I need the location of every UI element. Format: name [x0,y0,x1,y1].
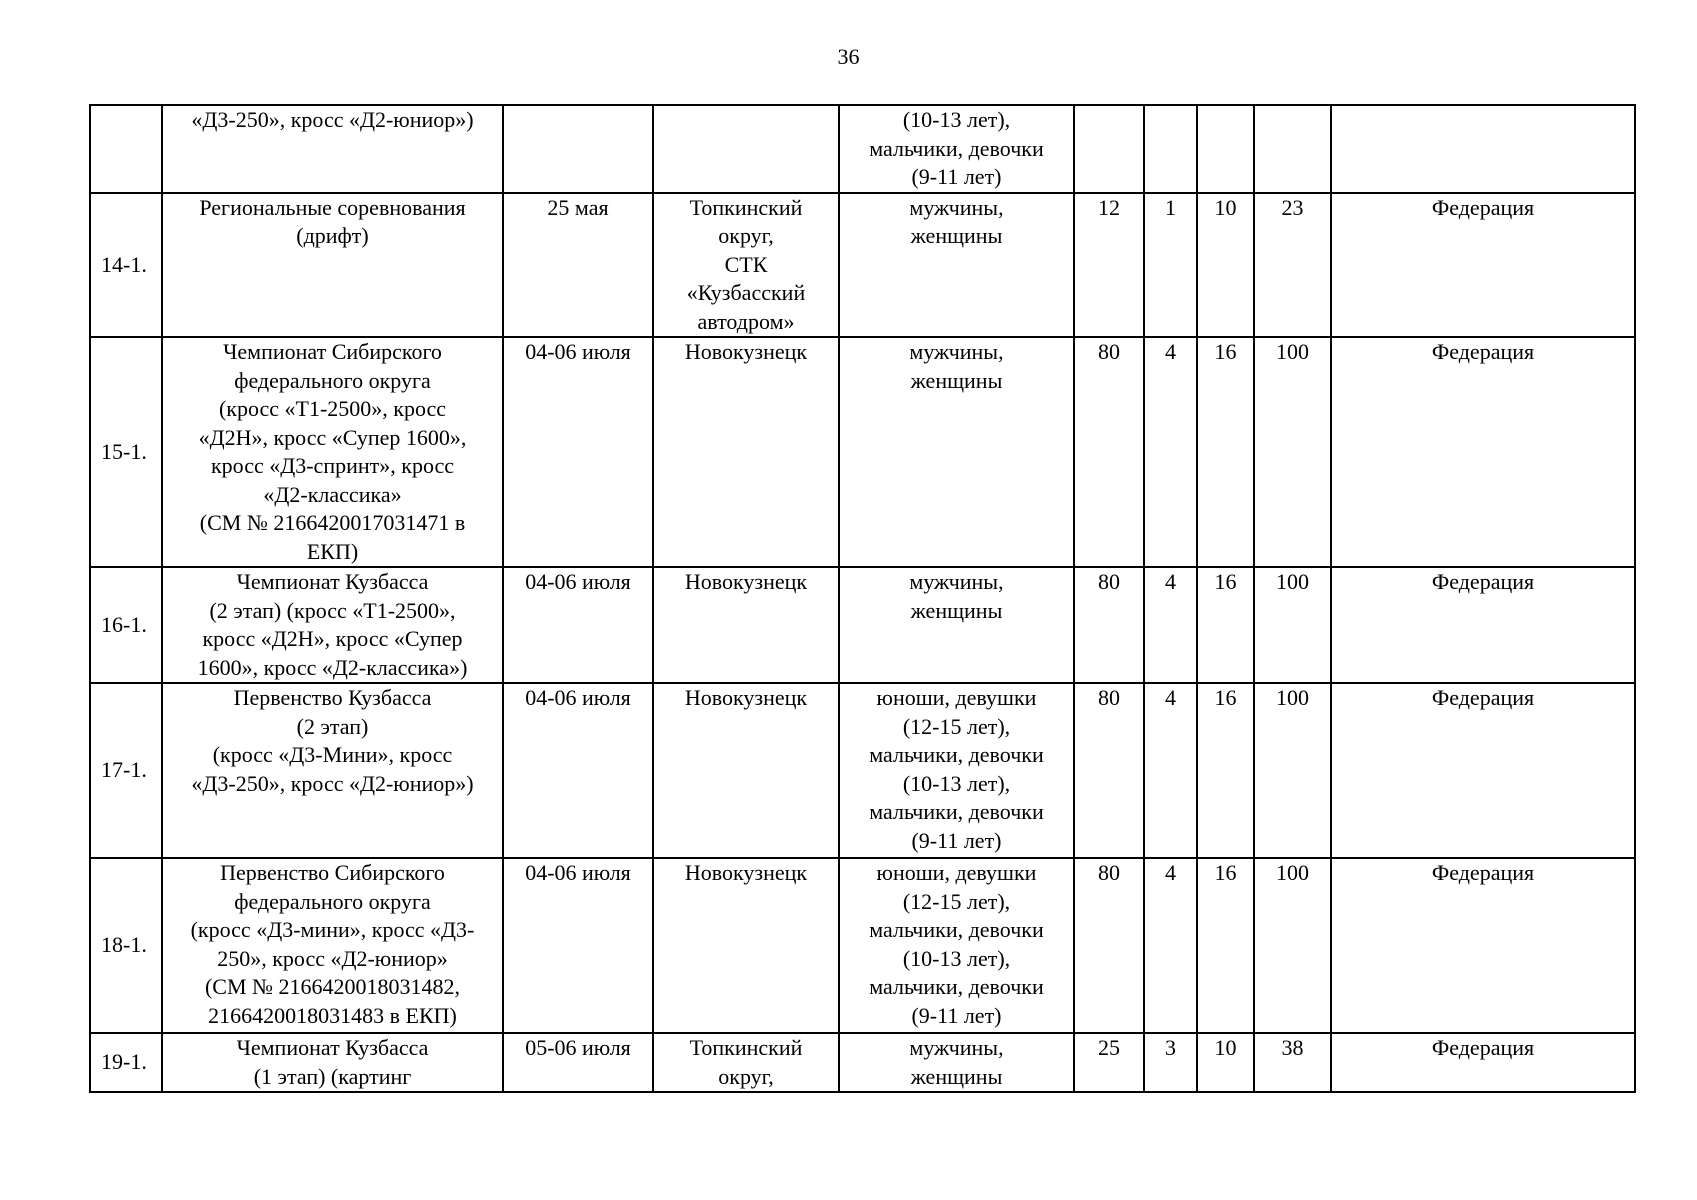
table-row [90,193,1635,338]
event-organizer: Федерация [1331,193,1635,338]
event-place [653,105,839,193]
count-col-1: 80 [1074,683,1144,858]
event-participants: юноши, девушки (12-15 лет), мальчики, девочки (10-13 лет), мальчики, девочки (9-11 лет) [839,683,1074,858]
event-date: 05-06 июля [503,1033,653,1092]
count-col-1: 12 [1074,193,1144,338]
event-name: Первенство Кузбасса (2 этап) (кросс «Д3-Мини», кросс «Д3-250», кросс «Д2-юниор») [162,683,503,858]
event-name: Региональные соревнования (дрифт) [162,193,503,338]
count-col-2: 4 [1144,858,1197,1033]
event-date [503,105,653,193]
event-date: 04-06 июля [503,683,653,858]
event-organizer: Федерация [1331,683,1635,858]
table-row [90,1033,1635,1092]
count-total: 100 [1254,858,1331,1033]
page-number: 36 [837,44,860,69]
count-col-1 [1074,105,1144,193]
table-row [90,337,1635,567]
count-total: 23 [1254,193,1331,338]
count-col-3: 16 [1197,337,1254,567]
event-place: Новокузнецк [653,337,839,567]
count-col-1: 80 [1074,858,1144,1033]
event-date: 04-06 июля [503,858,653,1033]
events-table [89,104,1636,1093]
event-organizer: Федерация [1331,337,1635,567]
row-number: 18-1. [90,858,162,1033]
event-organizer: Федерация [1331,858,1635,1033]
event-name: «Д3-250», кросс «Д2-юниор») [162,105,503,193]
count-col-3: 16 [1197,858,1254,1033]
count-col-3: 16 [1197,683,1254,858]
event-organizer [1331,105,1635,193]
event-place: Топкинский округ, [653,1033,839,1092]
count-col-1: 80 [1074,337,1144,567]
row-number: 19-1. [90,1033,162,1092]
count-col-2: 1 [1144,193,1197,338]
event-date: 04-06 июля [503,567,653,683]
events-table-body [90,105,1635,1092]
event-name: Первенство Сибирского федерального округа (кросс «Д3-мини», кросс «Д3- 250», кросс «Д2-юниор» (СМ № 2166420018031482, 2166420018031483 в ЕКП) [162,858,503,1033]
count-col-3: 10 [1197,193,1254,338]
table-row [90,567,1635,683]
event-participants: мужчины, женщины [839,337,1074,567]
count-col-3 [1197,105,1254,193]
count-col-3: 10 [1197,1033,1254,1092]
row-number: 14-1. [90,193,162,338]
count-total [1254,105,1331,193]
event-participants: мужчины, женщины [839,1033,1074,1092]
event-name: Чемпионат Кузбасса (2 этап) (кросс «Т1-2500», кросс «Д2Н», кросс «Супер 1600», кросс «Д2-классика») [162,567,503,683]
row-number: 17-1. [90,683,162,858]
event-place: Новокузнецк [653,567,839,683]
event-name: Чемпионат Сибирского федерального округа (кросс «Т1-2500», кросс «Д2Н», кросс «Супер 1600», кросс «Д3-спринт», кросс «Д2-классика» (СМ № 2166420017031471 в ЕКП) [162,337,503,567]
row-number [90,105,162,193]
event-date: 25 мая [503,193,653,338]
count-total: 100 [1254,567,1331,683]
event-participants: юноши, девушки (12-15 лет), мальчики, девочки (10-13 лет), мальчики, девочки (9-11 лет) [839,858,1074,1033]
count-col-2: 4 [1144,567,1197,683]
event-date: 04-06 июля [503,337,653,567]
count-total: 100 [1254,337,1331,567]
event-place: Новокузнецк [653,683,839,858]
count-col-1: 25 [1074,1033,1144,1092]
table-row [90,683,1635,858]
count-col-2: 4 [1144,683,1197,858]
table-row [90,105,1635,193]
event-organizer: Федерация [1331,567,1635,683]
count-total: 100 [1254,683,1331,858]
count-col-1: 80 [1074,567,1144,683]
event-participants: мужчины, женщины [839,567,1074,683]
event-place: Новокузнецк [653,858,839,1033]
table-row [90,858,1635,1033]
count-col-3: 16 [1197,567,1254,683]
row-number: 16-1. [90,567,162,683]
count-col-2 [1144,105,1197,193]
count-total: 38 [1254,1033,1331,1092]
count-col-2: 3 [1144,1033,1197,1092]
event-participants: (10-13 лет), мальчики, девочки (9-11 лет) [839,105,1074,193]
event-place: Топкинский округ, СТК «Кузбасский автодром» [653,193,839,338]
row-number: 15-1. [90,337,162,567]
event-name: Чемпионат Кузбасса (1 этап) (картинг [162,1033,503,1092]
event-participants: мужчины, женщины [839,193,1074,338]
count-col-2: 4 [1144,337,1197,567]
event-organizer: Федерация [1331,1033,1635,1092]
